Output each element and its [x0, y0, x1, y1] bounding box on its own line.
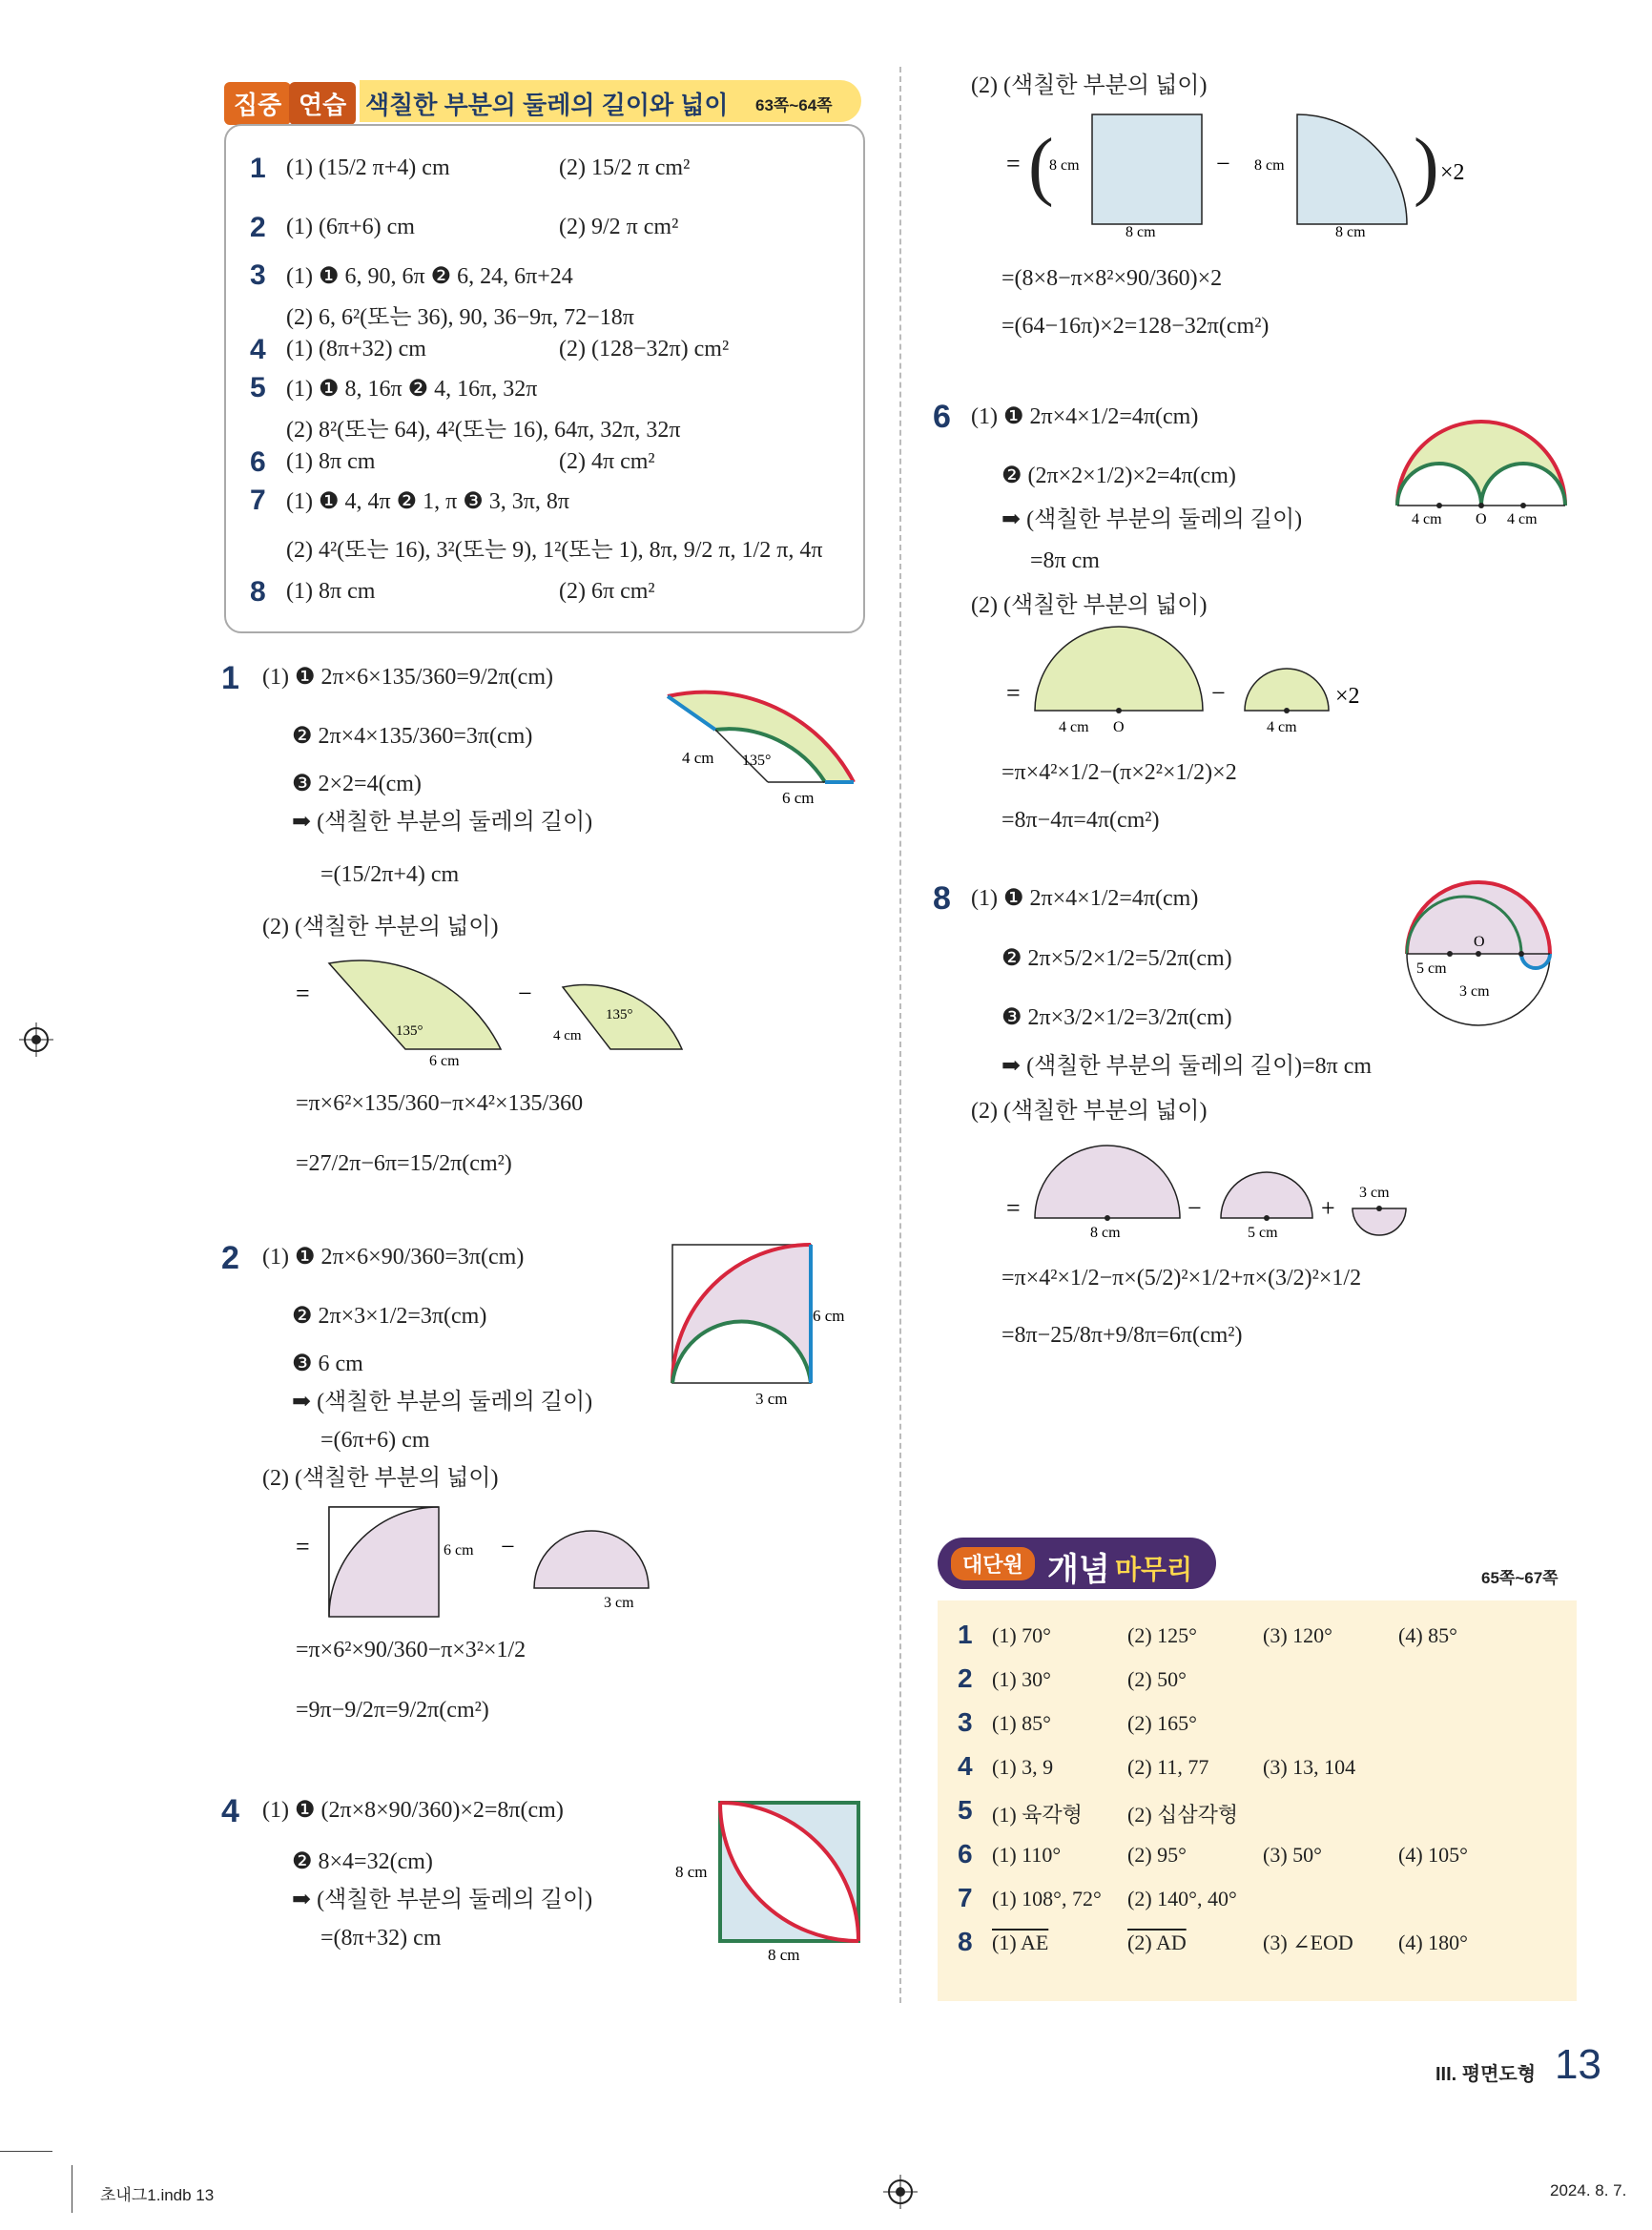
p1-sector-figure: [658, 658, 868, 811]
closing-4-3: (3) 13, 104: [1263, 1755, 1356, 1779]
closing-1-4: (4) 85°: [1398, 1623, 1457, 1647]
p2-line-1: (1) ❶ 2π×6×90/360=3π(cm): [262, 1245, 525, 1270]
p6-line-5: (2) (색칠한 부분의 넓이): [971, 593, 1208, 618]
p1-area-angle-2: 135°: [606, 1007, 633, 1022]
p4-line-1: (1) ❶ (2π×8×90/360)×2=8π(cm): [262, 1798, 564, 1823]
p1-line-8: =27/2π−6π=15/2π(cm²): [296, 1151, 512, 1176]
p2-line-7: =π×6²×90/360−π×3²×1/2: [296, 1638, 527, 1662]
p1-line-5: =(15/2π+4) cm: [320, 862, 460, 887]
p8-line-2: ❷ 2π×5/2×1/2=5/2π(cm): [1002, 946, 1232, 971]
p8-line-5: (2) (색칠한 부분의 넓이): [971, 1099, 1208, 1124]
p4-line-4: =(8π+32) cm: [320, 1926, 442, 1951]
p8-line-6: =π×4²×1/2−π×(5/2)²×1/2+π×(3/2)²×1/2: [1002, 1266, 1362, 1291]
registration-mark-bottom: [883, 2175, 918, 2209]
p1-area-r-small: 4 cm: [553, 1028, 582, 1043]
summary-num-7: 7: [250, 485, 266, 516]
closing-1-2: (2) 125°: [1127, 1623, 1197, 1647]
p4b-area-figure: [1002, 105, 1497, 238]
closing-2-1: (1) 30°: [992, 1667, 1051, 1691]
summary-num-6: 6: [250, 446, 266, 478]
closing-4-2: (2) 11, 77: [1127, 1755, 1209, 1779]
closing-8-2: (2) AD: [1127, 1931, 1187, 1954]
closing-header: [938, 1538, 1577, 1591]
p8-area-figure: [1002, 1130, 1421, 1245]
p4-fig-side: 8 cm: [675, 1863, 708, 1881]
p8-line-4: ➡ (색칠한 부분의 둘레의 길이)=8π cm: [1002, 1054, 1373, 1079]
svg-text:−: −: [1211, 679, 1226, 707]
p8-line-3: ❸ 2π×3/2×1/2=3/2π(cm): [1002, 1005, 1232, 1030]
closing-8-4: (4) 180°: [1398, 1931, 1468, 1954]
svg-text:=: =: [296, 980, 310, 1007]
p6-fig-r-a: 4 cm: [1412, 511, 1442, 527]
closing-7-1: (1) 108°, 72°: [992, 1887, 1102, 1910]
svg-text:=: =: [1006, 1194, 1021, 1222]
footer-trim-line-h: [0, 2151, 52, 2152]
summary-5b: (2) 8²(또는 64), 4²(또는 16), 64π, 32π, 32π: [286, 418, 681, 443]
summary-num-3: 3: [250, 259, 266, 291]
p2-line-3: ❸ 6 cm: [292, 1352, 363, 1376]
p4-line-3: ➡ (색칠한 부분의 둘레의 길이): [292, 1888, 593, 1912]
p6-line-1: (1) ❶ 2π×4×1/2=4π(cm): [971, 404, 1199, 429]
closing-1-3: (3) 120°: [1263, 1623, 1332, 1647]
p8-line-1: (1) ❶ 2π×4×1/2=4π(cm): [971, 886, 1199, 911]
p1-line-1: (1) ❶ 2π×6×135/360=9/2π(cm): [262, 665, 553, 690]
closing-tag: 대단원: [951, 1547, 1035, 1580]
p1-area-figure: [291, 954, 692, 1068]
p2-line-8: =9π−9/2π=9/2π(cm²): [296, 1698, 489, 1723]
summary-4b: (2) (128−32π) cm²: [559, 337, 730, 361]
closing-1-1: (1) 70°: [992, 1623, 1051, 1647]
p6-line-3: ➡ (색칠한 부분의 둘레의 길이): [1002, 507, 1303, 532]
p1-line-2: ❷ 2π×4×135/360=3π(cm): [292, 724, 533, 749]
summary-tag-a: 집중: [224, 82, 291, 125]
svg-text:−: −: [501, 1533, 515, 1560]
svg-text:=: =: [1006, 679, 1021, 707]
svg-text:=: =: [1006, 150, 1021, 177]
summary-num-1: 1: [250, 153, 266, 184]
summary-4a: (1) (8π+32) cm: [286, 337, 426, 361]
p6-line-4: =8π cm: [1030, 548, 1100, 573]
column-divider: [899, 67, 901, 2003]
closing-num-7: 7: [958, 1883, 973, 1912]
p6-area-o: O: [1113, 719, 1125, 735]
p2-line-5: =(6π+6) cm: [320, 1428, 430, 1453]
p4b-fig-side-a: 8 cm: [1049, 157, 1080, 174]
closing-num-8: 8: [958, 1927, 973, 1956]
p2-line-2: ❷ 2π×3×1/2=3π(cm): [292, 1304, 487, 1329]
svg-text:+: +: [1321, 1194, 1335, 1222]
p8-fig-o: O: [1474, 934, 1485, 950]
p6-semicircle-figure: [1388, 405, 1579, 529]
summary-6b: (2) 4π cm²: [559, 449, 655, 474]
closing-num-1: 1: [958, 1620, 973, 1649]
closing-3-1: (1) 85°: [992, 1711, 1051, 1735]
closing-num-5: 5: [958, 1795, 973, 1825]
svg-text:−: −: [1187, 1194, 1202, 1222]
p6-line-7: =8π−4π=4π(cm²): [1002, 808, 1160, 833]
problem-2-number: 2: [221, 1240, 239, 1276]
closing-5-1: (1) 육각형: [992, 1803, 1083, 1827]
p1-line-4: ➡ (색칠한 부분의 둘레의 길이): [292, 810, 593, 835]
closing-6-4: (4) 105°: [1398, 1843, 1468, 1867]
p6-line-2: ❷ (2π×2×1/2)×2=4π(cm): [1002, 464, 1236, 488]
p1-fig-r-big: 6 cm: [782, 789, 815, 807]
p4-square-figure: [672, 1793, 863, 1965]
closing-4-1: (1) 3, 9: [992, 1755, 1054, 1779]
closing-2-2: (2) 50°: [1127, 1667, 1187, 1691]
p2-line-4: ➡ (색칠한 부분의 둘레의 길이): [292, 1390, 593, 1414]
p8-fig-a: 5 cm: [1416, 960, 1447, 977]
p8-line-7: =8π−25/8π+9/8π=6π(cm²): [1002, 1323, 1243, 1348]
summary-1b: (2) 15/2 π cm²: [559, 155, 691, 180]
p4b-fig-side-d: 8 cm: [1335, 224, 1366, 238]
p6-fig-r-b: 4 cm: [1507, 511, 1538, 527]
p4-line-2: ❷ 8×4=32(cm): [292, 1849, 433, 1874]
p1-fig-r-small: 4 cm: [682, 749, 714, 767]
summary-7a: (1) ❶ 4, 4π ❷ 1, π ❸ 3, 3π, 8π: [286, 489, 569, 514]
closing-num-6: 6: [958, 1839, 973, 1869]
summary-num-8: 8: [250, 576, 266, 608]
p4b-line-2: =(8×8−π×8²×90/360)×2: [1002, 266, 1223, 291]
svg-text:−: −: [1216, 150, 1230, 177]
closing-6-1: (1) 110°: [992, 1843, 1062, 1867]
problem-1-number: 1: [221, 660, 239, 696]
summary-6a: (1) 8π cm: [286, 449, 376, 474]
summary-7b: (2) 4²(또는 16), 3²(또는 9), 1²(또는 1), 8π, 9/2 π, 1/2 π, 4π: [286, 538, 823, 563]
closing-num-3: 3: [958, 1707, 973, 1737]
footer-section: III. 평면도형: [1435, 2064, 1537, 2085]
p1-area-r-big: 6 cm: [429, 1053, 460, 1068]
registration-mark-left: [19, 1022, 53, 1057]
p8-fig-b: 3 cm: [1459, 983, 1490, 1000]
summary-8b: (2) 6π cm²: [559, 579, 655, 604]
closing-3-2: (2) 165°: [1127, 1711, 1197, 1735]
closing-8-3: (3) ∠EOD: [1263, 1931, 1353, 1954]
p6-fig-o: O: [1476, 511, 1487, 527]
svg-text:−: −: [518, 980, 532, 1007]
summary-3a: (1) ❶ 6, 90, 6π ❷ 6, 24, 6π+24: [286, 264, 573, 289]
svg-text:(: (: [1028, 124, 1054, 208]
footer-date: 2024. 8. 7.: [1550, 2181, 1627, 2199]
p2-fig-half: 3 cm: [755, 1390, 788, 1408]
svg-text:×2: ×2: [1335, 684, 1360, 709]
p8-area-c: 8 cm: [1090, 1225, 1121, 1241]
closing-5-2: (2) 십삼각형: [1127, 1803, 1239, 1827]
p6-area-figure: [1002, 625, 1383, 739]
closing-title-b: 마무리: [1115, 1555, 1193, 1584]
summary-pages: 63쪽~64쪽: [755, 96, 833, 114]
p2-line-6: (2) (색칠한 부분의 넓이): [262, 1466, 499, 1491]
p8-area-b: 3 cm: [1359, 1185, 1390, 1201]
p2-area-half: 3 cm: [604, 1595, 634, 1611]
summary-2b: (2) 9/2 π cm²: [559, 215, 679, 239]
p8-area-a: 5 cm: [1248, 1225, 1278, 1241]
p2-area-side: 6 cm: [444, 1542, 474, 1559]
p6-area-r2: 4 cm: [1267, 719, 1297, 735]
closing-8-1: (1) AE: [992, 1931, 1049, 1954]
summary-2a: (1) (6π+6) cm: [286, 215, 415, 239]
p4-fig-side-2: 8 cm: [768, 1946, 800, 1964]
summary-3b: (2) 6, 6²(또는 36), 90, 36−9π, 72−18π: [286, 305, 634, 330]
summary-8a: (1) 8π cm: [286, 579, 376, 604]
p6-line-6: =π×4²×1/2−(π×2²×1/2)×2: [1002, 760, 1237, 785]
closing-7-2: (2) 140°, 40°: [1127, 1887, 1237, 1910]
p1-fig-angle: 135°: [742, 753, 772, 769]
p6-area-r: 4 cm: [1059, 719, 1089, 735]
summary-num-4: 4: [250, 334, 266, 365]
p4b-line-3: =(64−16π)×2=128−32π(cm²): [1002, 314, 1270, 339]
p2-area-figure: [291, 1497, 672, 1621]
summary-tag-b: 연습: [289, 82, 356, 125]
footer-file: 초내그1.indb 13: [100, 2186, 215, 2204]
svg-text:×2: ×2: [1440, 160, 1465, 185]
closing-6-2: (2) 95°: [1127, 1843, 1187, 1867]
summary-1a: (1) (15/2 π+4) cm: [286, 155, 450, 180]
closing-title-a: 개념: [1047, 1552, 1110, 1588]
p4b-fig-side-b: 8 cm: [1125, 224, 1156, 238]
problem-6-number: 6: [933, 399, 951, 435]
svg-text:=: =: [296, 1533, 310, 1560]
p8-circle-figure: [1397, 878, 1579, 1030]
closing-num-4: 4: [958, 1751, 973, 1781]
closing-num-2: 2: [958, 1663, 973, 1693]
footer-page-number: 13: [1555, 2041, 1601, 2088]
summary-title: 색칠한 부분의 둘레의 길이와 넓이: [365, 91, 729, 119]
p2-fig-side: 6 cm: [813, 1307, 845, 1325]
p1-line-6: (2) (색칠한 부분의 넓이): [262, 915, 499, 939]
p4b-line-1: (2) (색칠한 부분의 넓이): [971, 73, 1208, 98]
p4b-fig-side-c: 8 cm: [1254, 157, 1285, 174]
p1-line-3: ❸ 2×2=4(cm): [292, 772, 422, 796]
p1-area-angle: 135°: [396, 1023, 423, 1039]
closing-pages: 65쪽~67쪽: [1481, 1569, 1559, 1587]
summary-num-2: 2: [250, 212, 266, 243]
problem-8-number: 8: [933, 880, 951, 917]
p2-square-figure: [668, 1240, 858, 1412]
summary-header: [224, 80, 861, 122]
summary-5a: (1) ❶ 8, 16π ❷ 4, 16π, 32π: [286, 377, 538, 402]
svg-text:): ): [1414, 124, 1439, 208]
problem-4-number: 4: [221, 1793, 239, 1829]
closing-6-3: (3) 50°: [1263, 1843, 1322, 1867]
p1-line-7: =π×6²×135/360−π×4²×135/360: [296, 1091, 584, 1116]
summary-num-5: 5: [250, 372, 266, 403]
